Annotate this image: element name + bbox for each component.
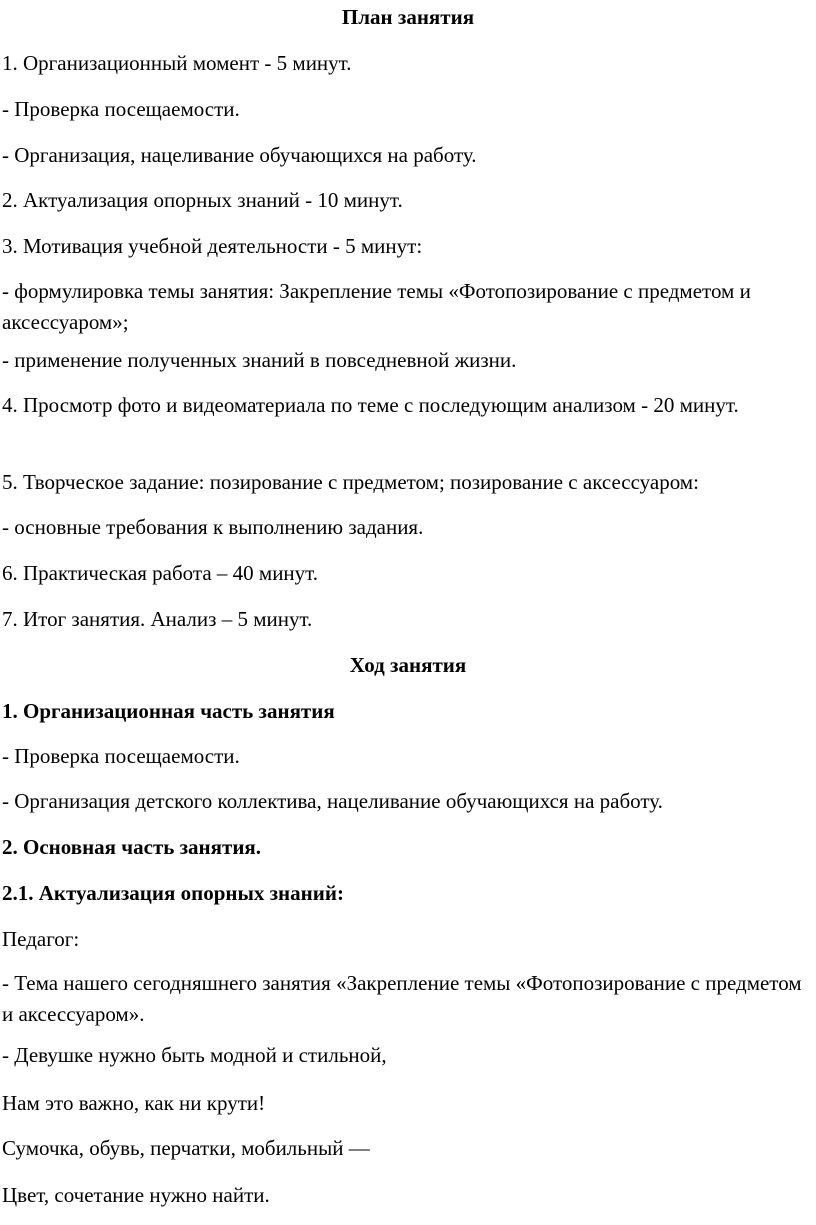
section-1-heading: 1. Организационная часть занятия	[2, 699, 335, 723]
plan-item: - формулировка темы занятия: Закрепление темы «Фотопозирование с предметом и аксессуаром»;	[2, 279, 751, 334]
plan-item: - Организация, нацеливание обучающихся на работу.	[2, 143, 477, 167]
teacher-line: Сумочка, обувь, перчатки, мобильный —	[2, 1136, 370, 1160]
section-1-item: - Проверка посещаемости.	[2, 744, 240, 768]
plan-item: 2. Актуализация опорных знаний - 10 минут.	[2, 188, 403, 212]
plan-item: 1. Организационный момент - 5 минут.	[2, 51, 352, 75]
plan-item: - основные требования к выполнению задания.	[2, 515, 424, 539]
plan-item: 6. Практическая работа – 40 минут.	[2, 561, 319, 585]
section-2-heading: 2. Основная часть занятия.	[2, 835, 262, 859]
plan-title: План занятия	[341, 5, 475, 29]
course-title: Ход занятия	[349, 653, 467, 677]
teacher-line: - Тема нашего сегодняшнего занятия «Закрепление темы «Фотопозирование с предметом и аксессуаром».	[2, 971, 802, 1026]
plan-item: 3. Мотивация учебной деятельности - 5 минут:	[2, 234, 423, 258]
plan-item: 7. Итог занятия. Анализ – 5 минут.	[2, 607, 313, 631]
section-2-1-heading: 2.1. Актуализация опорных знаний:	[2, 881, 344, 905]
plan-item: 4. Просмотр фото и видеоматериала по теме с последующим анализом - 20 минут.	[2, 393, 739, 417]
plan-item: 5. Творческое задание: позирование с предметом; позирование с аксессуаром:	[2, 470, 699, 494]
plan-item: - Проверка посещаемости.	[2, 97, 240, 121]
plan-item: - применение полученных знаний в повседневной жизни.	[2, 348, 517, 372]
teacher-line: - Девушке нужно быть модной и стильной,	[2, 1043, 387, 1067]
section-1-item: - Организация детского коллектива, нацеливание обучающихся на работу.	[2, 789, 663, 813]
teacher-line: Цвет, сочетание нужно найти.	[2, 1183, 270, 1207]
teacher-line: Нам это важно, как ни крути!	[2, 1091, 266, 1115]
teacher-label: Педагог:	[2, 927, 80, 951]
